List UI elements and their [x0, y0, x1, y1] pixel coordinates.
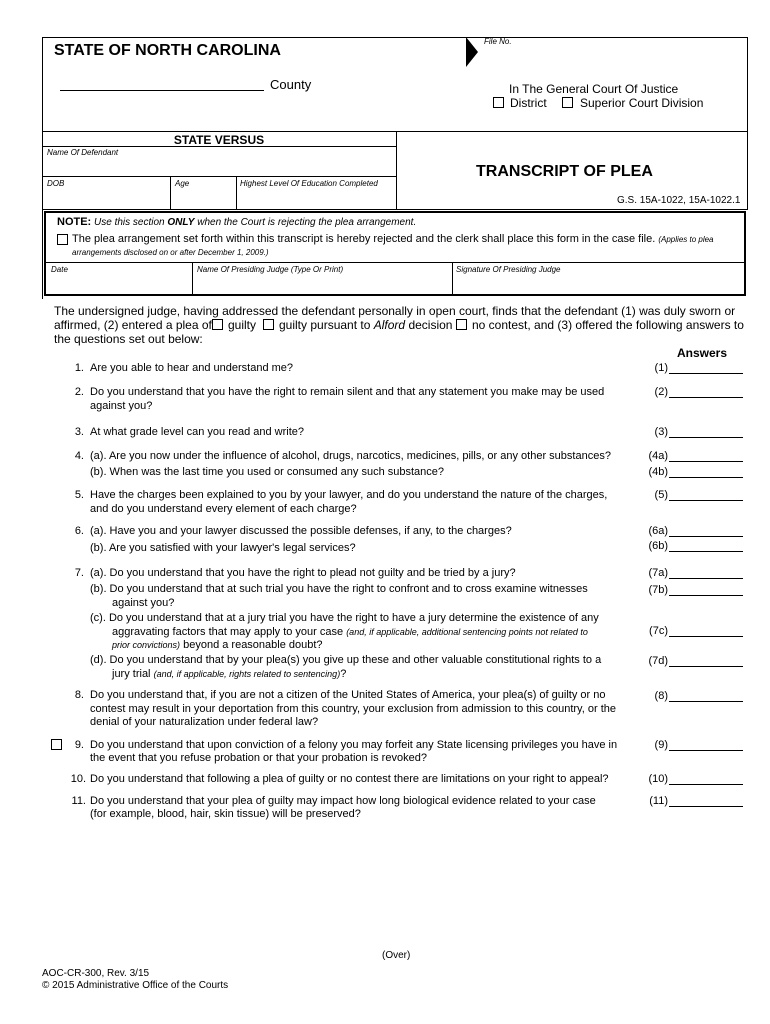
alford-text-c: decision: [408, 318, 453, 332]
q7d-answer-label: (7d): [648, 655, 668, 667]
q11-answer-line[interactable]: [669, 806, 743, 807]
q3-number: 3.: [74, 426, 84, 438]
q10-text: Do you understand that following a plea of guilty or no contest there are limitations on your right to appeal?: [90, 773, 609, 785]
file-no-arrow-icon: [466, 37, 478, 67]
q7d-text-b: jury trial: [112, 668, 151, 680]
intro-line-3: the questions set out below:: [54, 332, 203, 346]
judge-signature-label: Signature Of Presiding Judge: [456, 265, 561, 274]
county-label: County: [270, 77, 312, 92]
q1-number: 1.: [74, 362, 84, 374]
q9-text-a: Do you understand that upon conviction of a felony you may forfeit any State licensing privileges you have in: [90, 739, 618, 751]
q1-answer-label: (1): [654, 362, 668, 374]
q8-text-c: denial of your naturalization under federal law?: [90, 716, 319, 728]
q4b-answer-line[interactable]: [669, 477, 743, 478]
judge-name-label: Name Of Presiding Judge (Type Or Print): [197, 265, 344, 274]
intro-line-2: [54, 318, 212, 332]
q6a-text: (a). Have you and your lawyer discussed the possible defenses, if any, to the charges?: [90, 525, 512, 537]
q2-text-b: against you?: [90, 400, 153, 412]
q5-answer-line[interactable]: [669, 500, 743, 501]
q7d-text-b-ital: (and, if applicable, rights related to sentencing): [153, 669, 341, 679]
q8-text-a: Do you understand that, if you are not a citizen of the United States of America, your plea(s) of guilty or no: [90, 689, 606, 701]
q6-number: 6.: [74, 525, 84, 537]
guilty-checkbox[interactable]: [212, 319, 223, 330]
district-checkbox[interactable]: [493, 97, 504, 108]
q5-number: 5.: [74, 489, 84, 501]
q3-answer-label: (3): [654, 426, 668, 438]
alford-name: Alford: [373, 318, 406, 332]
frame-left-line: [42, 37, 43, 299]
q11-text-a: Do you understand that your plea of guilty may impact how long biological evidence related to your case: [90, 795, 596, 807]
q7b-text-a: (b). Do you understand that at such trial you have the right to confront and to cross examine witnesses: [90, 583, 588, 595]
q2-answer-line[interactable]: [669, 397, 743, 398]
rejection-statement: [72, 233, 714, 245]
q6b-text: (b). Are you satisfied with your lawyer's legal services?: [90, 542, 356, 554]
q7c-text-c-ital: prior convictions): [112, 640, 181, 650]
rejection-text: The plea arrangement set forth within this transcript is hereby rejected and the clerk shall place this form in the case file.: [72, 233, 656, 245]
note-only: ONLY: [167, 217, 195, 228]
superior-court-label: Superior Court Division: [580, 96, 704, 110]
state-heading: STATE OF NORTH CAROLINA: [54, 42, 281, 59]
copyright-notice: © 2015 Administrative Office of the Courts: [42, 980, 229, 991]
q7c-text-b-ital: (and, if applicable, additional sentencing points not related to: [346, 627, 588, 637]
state-versus-heading: STATE VERSUS: [173, 133, 265, 147]
q4a-answer-line[interactable]: [669, 461, 743, 462]
q5-text-a: Have the charges been explained to you by your lawyer, and do you understand the nature of the charges,: [90, 489, 608, 501]
q7-number: 7.: [74, 567, 84, 579]
q9-text-b: the event that you refuse probation or that your probation is revoked?: [90, 752, 427, 764]
answers-header: Answers: [677, 346, 728, 360]
q7c-text-b: aggravating factors that may apply to your case: [112, 626, 344, 638]
q3-text: At what grade level can you read and write?: [90, 426, 305, 438]
q10-answer-label: (10): [648, 773, 668, 785]
dob-label: DOB: [47, 179, 65, 188]
intro-line-1: The undersigned judge, having addressed the defendant personally in open court, finds that the defendant (1) was duly sworn or: [54, 304, 736, 318]
plea-entered-text: affirmed, (2) entered a plea of: [54, 318, 212, 332]
q5-text-b: and do you understand every element of each charge?: [90, 503, 357, 515]
district-label: District: [510, 96, 547, 110]
q8-answer-line[interactable]: [669, 701, 743, 702]
q7c-answer-label: (7c): [649, 625, 668, 637]
q10-answer-line[interactable]: [669, 784, 743, 785]
date-label: Date: [51, 265, 68, 274]
q2-answer-label: (2): [654, 386, 668, 398]
q9-answer-line[interactable]: [669, 750, 743, 751]
defendant-name-label: Name Of Defendant: [47, 148, 119, 157]
q4-number: 4.: [74, 450, 84, 462]
age-label: Age: [175, 179, 190, 188]
q7c-text-d: beyond a reasonable doubt?: [183, 639, 323, 651]
q7b-answer-label: (7b): [648, 584, 668, 596]
alford-text-a: guilty pursuant to: [279, 318, 371, 332]
note-text-b: when the Court is rejecting the plea arrangement.: [197, 217, 417, 228]
q11-number: 11.: [71, 795, 86, 807]
statute-reference: G.S. 15A-1022, 15A-1022.1: [617, 195, 741, 206]
case-box-right-line: [396, 131, 397, 210]
q4a-text: (a). Are you now under the influence of alcohol, drugs, narcotics, medicines, pills, or any other substances?: [90, 450, 611, 462]
form-number: AOC-CR-300, Rev. 3/15: [42, 968, 150, 979]
education-label: Highest Level Of Education Completed: [240, 179, 378, 188]
q9-number: 9.: [74, 739, 84, 751]
q7b-answer-line[interactable]: [669, 595, 743, 596]
alford-label: [279, 318, 452, 332]
q8-answer-label: (8): [654, 690, 668, 702]
q7a-answer-line[interactable]: [669, 578, 743, 579]
q10-number: 10.: [70, 773, 86, 785]
no-contest-label: no contest, and (3) offered the following answers to: [472, 318, 744, 332]
case-col-line-edu: [236, 176, 237, 210]
q2-number: 2.: [74, 386, 84, 398]
q4b-text: (b). When was the last time you used or consumed any such substance?: [90, 466, 445, 478]
frame-right-line: [747, 37, 748, 210]
q7a-text: (a). Do you understand that you have the right to plead not guilty and be tried by a jury?: [90, 567, 516, 579]
form-title: TRANSCRIPT OF PLEA: [476, 163, 653, 180]
q7d-text-a: (d). Do you understand that by your plea(s) you give up these and other valuable constitutional rights to a: [90, 654, 602, 666]
q6a-answer-line[interactable]: [669, 536, 743, 537]
q4b-answer-label: (4b): [648, 466, 668, 478]
alford-checkbox[interactable]: [263, 319, 274, 330]
q7c-line-b: [112, 626, 632, 639]
q7b-text-b: against you?: [112, 597, 175, 609]
frame-top-line: [42, 37, 748, 38]
superior-court-checkbox[interactable]: [562, 97, 573, 108]
note-sign-top-line: [46, 262, 744, 263]
q7d-answer-line[interactable]: [669, 666, 743, 667]
q7a-answer-label: (7a): [648, 567, 668, 579]
q7d-text-b-end: ?: [340, 668, 347, 680]
q1-answer-line[interactable]: [669, 373, 743, 374]
q7c-text-a: (c). Do you understand that at a jury trial you have the right to have a jury determine the existence of any: [90, 612, 599, 624]
note-text-a: Use this section: [94, 217, 165, 228]
applies-text-a: (Applies to plea: [658, 235, 714, 244]
note-prefix: NOTE:: [57, 216, 92, 228]
q11-text-b: (for example, blood, hair, skin tissue) will be preserved?: [90, 808, 361, 820]
header-divider-line: [42, 131, 748, 132]
q7c-answer-line[interactable]: [669, 636, 743, 637]
q7c-line-c: [112, 639, 672, 652]
q3-answer-line[interactable]: [669, 437, 743, 438]
q1-text: Are you able to hear and understand me?: [90, 362, 294, 374]
over-label: (Over): [382, 950, 411, 961]
no-contest-checkbox[interactable]: [456, 319, 467, 330]
court-label: In The General Court Of Justice: [509, 82, 679, 96]
county-field-line[interactable]: [60, 90, 264, 91]
case-bottom-line: [42, 209, 748, 210]
q8-number: 8.: [74, 689, 84, 701]
q6a-answer-label: (6a): [648, 525, 668, 537]
guilty-label: guilty: [228, 318, 257, 332]
applies-text-b: arrangements disclosed on or after December 1, 2009.): [72, 248, 269, 257]
note-line: [57, 216, 416, 228]
q6b-answer-line[interactable]: [669, 551, 743, 552]
q8-text-b: contest may result in your deportation from this country, your exclusion from admission to this country, or the: [90, 703, 616, 715]
plea-rejected-checkbox[interactable]: [57, 234, 68, 245]
q5-answer-label: (5): [654, 489, 668, 501]
note-col-line-1: [192, 262, 193, 295]
note-col-line-2: [452, 262, 453, 295]
q6b-answer-label: (6b): [648, 540, 668, 552]
q11-answer-label: (11): [649, 795, 668, 807]
case-row-line-2: [42, 176, 396, 177]
file-no-label: File No.: [484, 37, 512, 46]
q9-checkbox[interactable]: [51, 739, 62, 750]
case-col-line-age: [170, 176, 171, 210]
q2-text-a: Do you understand that you have the right to remain silent and that any statement you make may be used: [90, 386, 605, 398]
q9-answer-label: (9): [654, 739, 668, 751]
q7d-line-b: [112, 668, 672, 681]
q4a-answer-label: (4a): [648, 450, 668, 462]
